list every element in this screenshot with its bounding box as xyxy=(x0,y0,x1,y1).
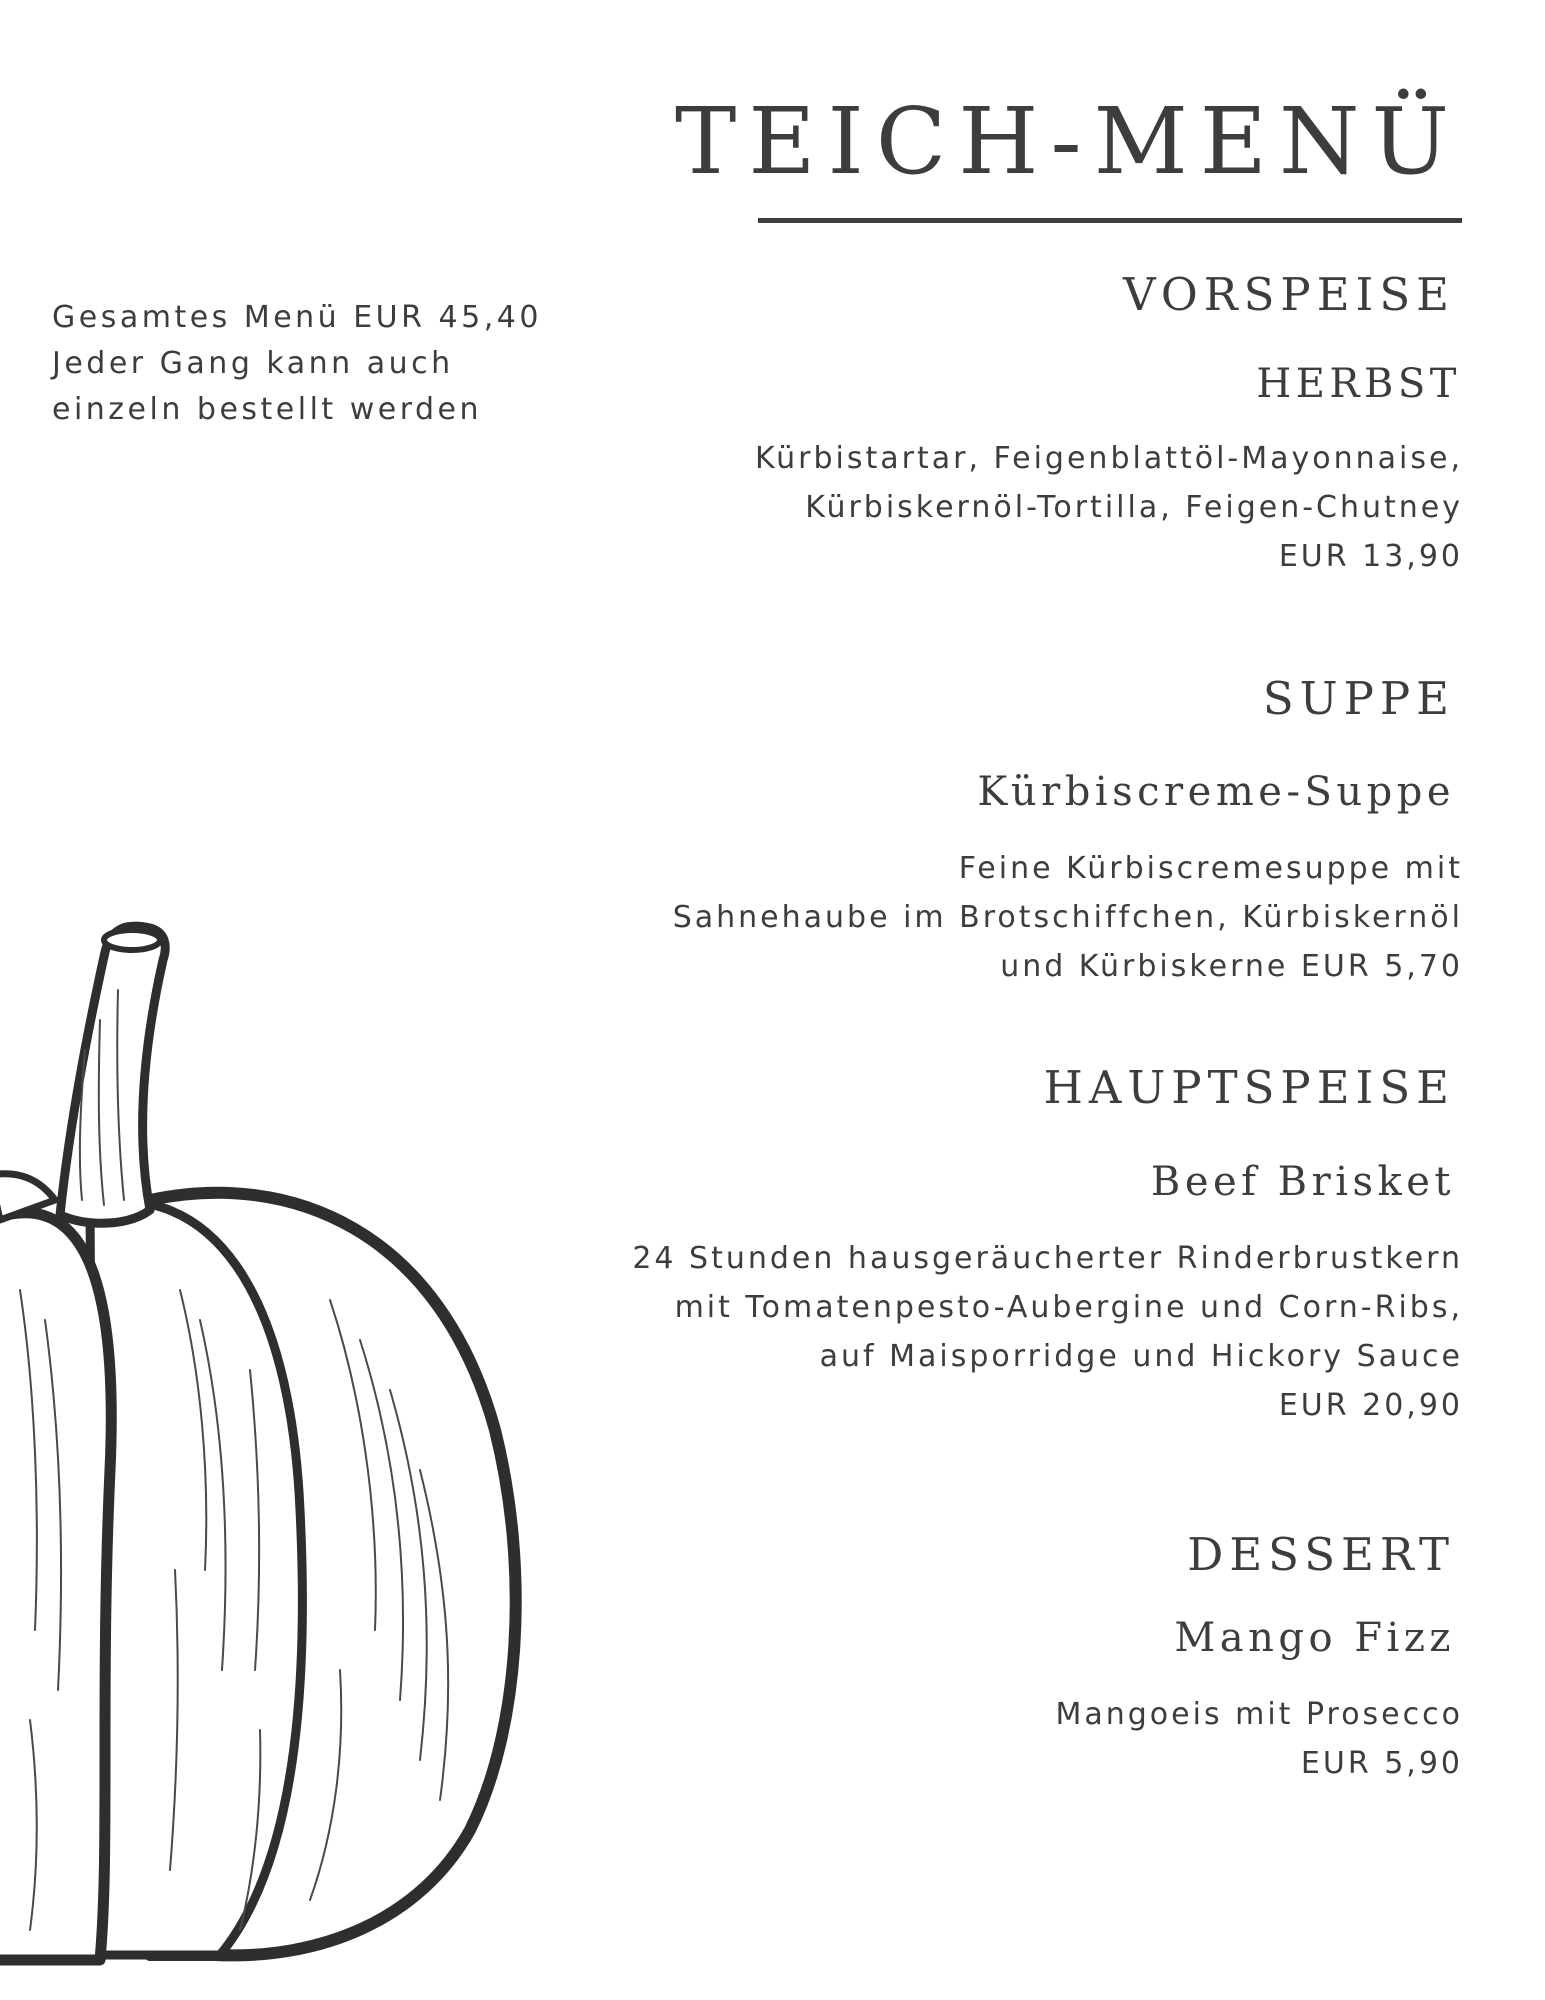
description-line: Feine Kürbiscremesuppe mit xyxy=(958,851,1463,886)
dish-description-beef-brisket xyxy=(632,1234,1463,1430)
dish-name-kuerbiscreme-suppe: Kürbiscreme-Suppe xyxy=(977,769,1455,815)
description-line: und Kürbiskerne EUR 5,70 xyxy=(1000,949,1463,984)
description-line: EUR 5,90 xyxy=(1300,1746,1463,1781)
description-line: Kürbiskernöl-Tortilla, Feigen-Chutney xyxy=(805,490,1463,525)
description-line: 24 Stunden hausgeräucherter Rinderbrustkern xyxy=(632,1241,1463,1276)
note-line: Jeder Gang kann auch xyxy=(52,346,454,381)
note-line: Gesamtes Menü EUR 45,40 xyxy=(52,300,542,335)
dish-description-kuerbiscreme-suppe xyxy=(673,844,1463,991)
course-heading-suppe: SUPPE xyxy=(1262,672,1455,725)
pumpkin-icon xyxy=(0,870,540,2000)
description-line: EUR 13,90 xyxy=(1278,539,1463,574)
description-line: mit Tomatenpesto-Aubergine und Corn-Ribs, xyxy=(674,1290,1463,1325)
course-heading-dessert: DESSERT xyxy=(1187,1528,1455,1581)
course-heading-vorspeise: VORSPEISE xyxy=(1123,268,1455,321)
description-line: EUR 20,90 xyxy=(1278,1388,1463,1423)
course-heading-hauptspeise: HAUPTSPEISE xyxy=(1043,1061,1455,1114)
dish-description-herbst xyxy=(755,434,1463,581)
dish-description-mango-fizz xyxy=(1055,1690,1463,1788)
description-line: Sahnehaube im Brotschiffchen, Kürbiskernöl xyxy=(672,900,1463,935)
note-line: einzeln bestellt werden xyxy=(52,392,483,427)
dish-name-beef-brisket: Beef Brisket xyxy=(1150,1159,1455,1205)
dish-name-herbst: HERBST xyxy=(1256,361,1461,407)
description-line: auf Maisporridge und Hickory Sauce xyxy=(819,1339,1463,1374)
description-line: Mangoeis mit Prosecco xyxy=(1055,1697,1463,1732)
menu-price-note xyxy=(52,295,542,433)
page-title: TEICH-MENÜ xyxy=(675,88,1461,195)
dish-name-mango-fizz: Mango Fizz xyxy=(1174,1615,1455,1661)
title-divider xyxy=(758,218,1462,223)
description-line: Kürbistartar, Feigenblattöl-Mayonnaise, xyxy=(754,441,1463,476)
